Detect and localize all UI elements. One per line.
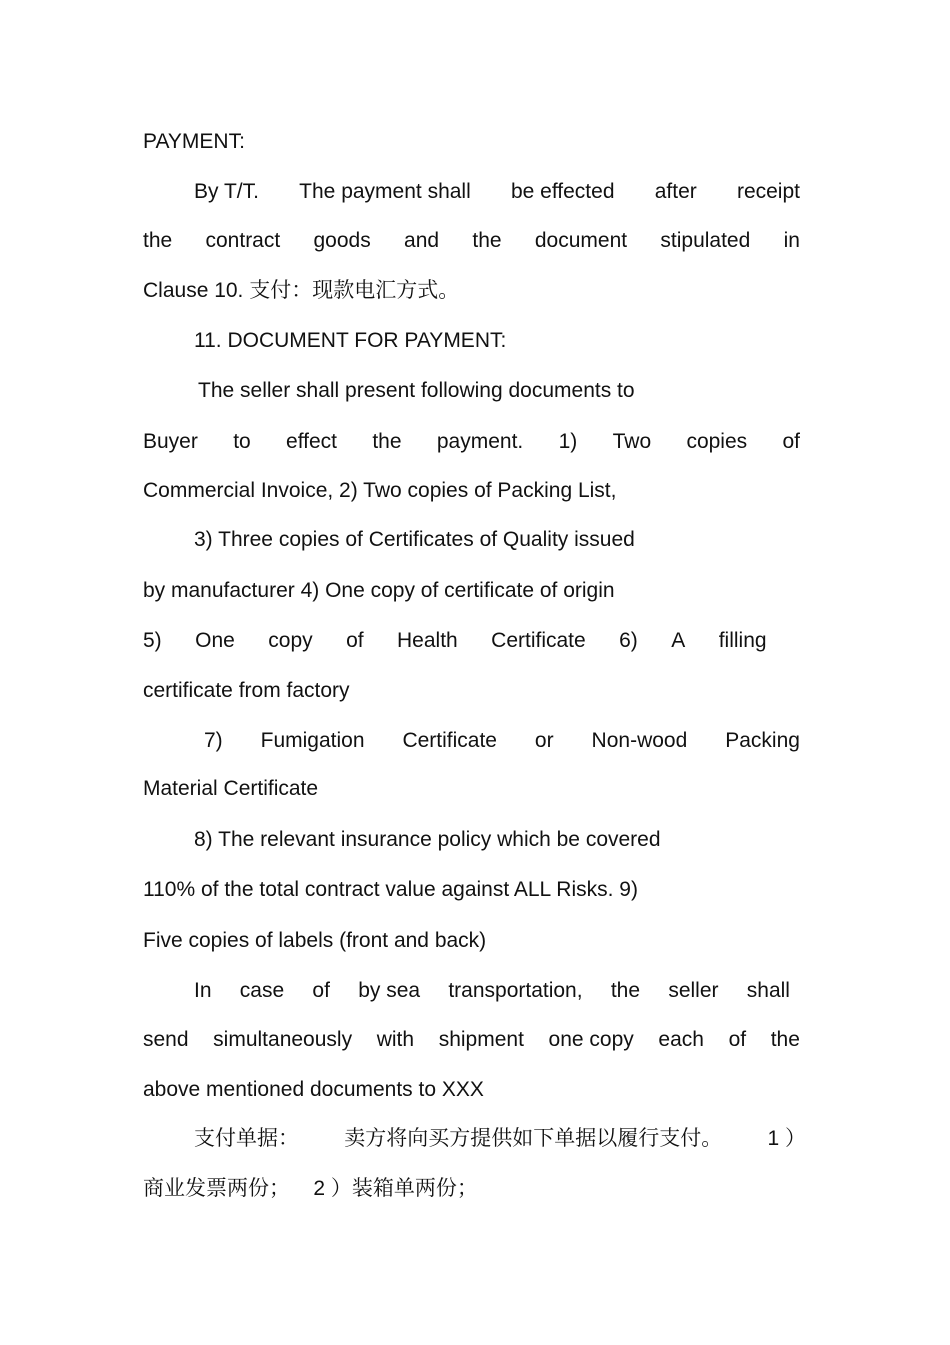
documents-line-health	[143, 626, 800, 656]
word: shall	[746, 979, 790, 1002]
word: 1)	[558, 430, 578, 453]
word: the	[472, 229, 502, 252]
word: One	[195, 629, 235, 652]
word: transportation,	[448, 979, 583, 1002]
word: by sea	[358, 979, 421, 1002]
word: payment.	[436, 430, 524, 453]
chinese-line-1	[194, 1124, 806, 1154]
word: document	[534, 229, 628, 252]
word: one copy	[548, 1028, 634, 1051]
documents-line-material: Material Certificate	[143, 777, 319, 800]
word: Certificate	[491, 629, 586, 652]
payment-terms-line-2	[143, 226, 800, 256]
word: 卖方将向买方提供如下单据以履行支付。	[344, 1127, 723, 1150]
word: Health	[397, 629, 458, 652]
documents-line-factory: certificate from factory	[143, 679, 350, 702]
word: effect	[286, 430, 338, 453]
word: contract	[205, 229, 281, 252]
document-for-payment-heading: 11. DOCUMENT FOR PAYMENT:	[194, 329, 507, 352]
documents-line-origin: by manufacturer 4) One copy of certificate of origin	[143, 579, 615, 602]
word: stipulated	[660, 229, 751, 252]
documents-line-buyer	[143, 427, 800, 457]
word: shipment	[438, 1028, 524, 1051]
documents-line-quality: 3) Three copies of Certificates of Quality issued	[194, 528, 635, 551]
word: send	[143, 1028, 189, 1051]
payment-terms-line-3: Clause 10. 支付：现款电汇方式。	[143, 279, 460, 302]
sea-transport-line-1	[194, 976, 790, 1006]
word: the	[610, 979, 641, 1002]
word: be effected	[510, 180, 615, 203]
documents-intro: The seller shall present following documents to	[198, 379, 635, 402]
word: of	[728, 1028, 747, 1051]
word: each	[658, 1028, 704, 1051]
word: receipt	[736, 180, 800, 203]
word: A	[671, 629, 686, 652]
word: and	[404, 229, 440, 252]
word: Fumigation	[260, 729, 365, 752]
documents-line-invoice: Commercial Invoice, 2) Two copies of Packing List,	[143, 479, 617, 502]
word: copies	[686, 430, 748, 453]
word: of	[346, 629, 364, 652]
word: The payment shall	[299, 180, 471, 203]
word: to	[233, 430, 251, 453]
word: Two	[612, 430, 652, 453]
documents-line-labels: Five copies of labels (front and back)	[143, 929, 487, 952]
word: the	[372, 430, 402, 453]
word: 7)	[204, 729, 223, 752]
sea-transport-line-3: above mentioned documents to XXX	[143, 1078, 484, 1101]
documents-line-fumigation	[204, 726, 800, 756]
documents-line-value: 110% of the total contract value against ALL Risks. 9)	[143, 878, 638, 901]
word: of	[782, 430, 800, 453]
word: Buyer	[143, 430, 198, 453]
payment-heading: PAYMENT:	[143, 130, 245, 153]
word: the	[770, 1028, 800, 1051]
word: of	[312, 979, 330, 1002]
sea-transport-line-2	[143, 1025, 800, 1055]
word: In	[194, 979, 212, 1002]
word: Packing	[725, 729, 800, 752]
word: simultaneously	[213, 1028, 353, 1051]
word: copy	[268, 629, 313, 652]
payment-terms-line-1	[194, 177, 800, 207]
word: Non-wood	[591, 729, 688, 752]
word: in	[783, 229, 800, 252]
word: filling	[718, 629, 767, 652]
word: By T/T.	[194, 180, 259, 203]
chinese-line-2: 商业发票两份； 2 ）装箱单两份；	[143, 1177, 478, 1200]
word: seller	[668, 979, 719, 1002]
word: case	[239, 979, 285, 1002]
word: Certificate	[402, 729, 497, 752]
word: with	[376, 1028, 415, 1051]
word: goods	[313, 229, 371, 252]
word: after	[654, 180, 697, 203]
word: or	[534, 729, 554, 752]
word: 5)	[143, 629, 162, 652]
word: the	[143, 229, 173, 252]
documents-line-insurance: 8) The relevant insurance policy which be covered	[194, 828, 661, 851]
word: 6)	[619, 629, 638, 652]
word: 1 ）	[767, 1127, 806, 1150]
word: 支付单据：	[194, 1127, 299, 1150]
